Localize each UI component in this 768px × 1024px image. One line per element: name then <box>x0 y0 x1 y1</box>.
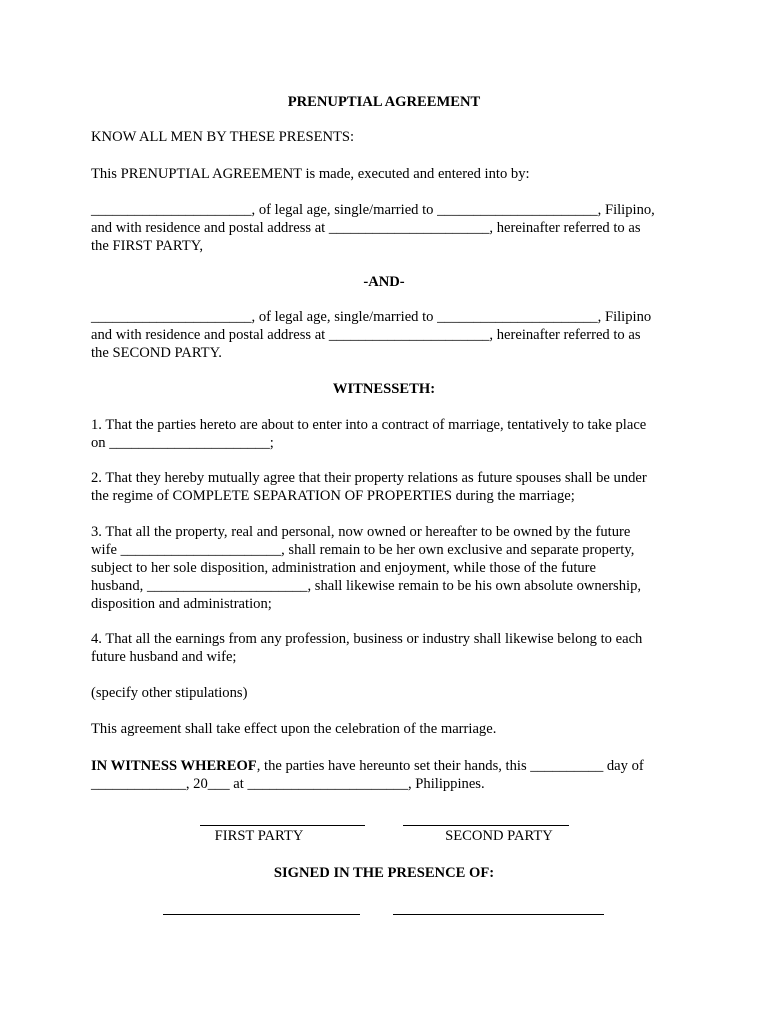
first-party-line-1: ______________________, of legal age, single/married to ______________________, Filipino, <box>91 202 655 218</box>
witnesseth-heading: WITNESSETH: <box>332 381 436 397</box>
clause-1-line-1: 1. That the parties hereto are about to enter into a contract of marriage, tentatively to take place <box>91 417 647 433</box>
witness-whereof-text: , the parties have hereunto set their hands, this __________ day of <box>256 758 644 774</box>
clause-3-line-1: 3. That all the property, real and personal, now owned or hereafter to be owned by the future <box>91 524 631 540</box>
clause-2-line-2: the regime of COMPLETE SEPARATION OF PROPERTIES during the marriage; <box>91 488 575 504</box>
opening-line: KNOW ALL MEN BY THESE PRESENTS: <box>91 129 355 145</box>
first-party-signature-line <box>200 825 365 826</box>
clause-3-line-5: disposition and administration; <box>91 596 272 612</box>
second-party-label: SECOND PARTY <box>445 828 553 844</box>
effect-clause: This agreement shall take effect upon the celebration of the marriage. <box>91 721 497 737</box>
signed-presence-heading: SIGNED IN THE PRESENCE OF: <box>273 865 495 881</box>
clause-3-line-4: husband, ______________________, shall likewise remain to be his own absolute ownership, <box>91 578 642 594</box>
clause-2-line-1: 2. That they hereby mutually agree that their property relations as future spouses shall be under <box>91 470 647 486</box>
clause-3-line-3: subject to her sole disposition, administration and enjoyment, while those of the future <box>91 560 597 576</box>
intro-line: This PRENUPTIAL AGREEMENT is made, executed and entered into by: <box>91 166 530 182</box>
clause-4-line-2: future husband and wife; <box>91 649 237 665</box>
witness-whereof-line-1 <box>91 757 644 775</box>
clause-3-line-2: wife ______________________, shall remain to be her own exclusive and separate property, <box>91 542 635 558</box>
witness-2-signature-line <box>393 914 604 915</box>
witness-1-signature-line <box>163 914 360 915</box>
other-stipulations: (specify other stipulations) <box>91 685 248 701</box>
second-party-line-3: the SECOND PARTY. <box>91 345 222 361</box>
and-separator: -AND- <box>363 274 405 290</box>
clause-4-line-1: 4. That all the earnings from any profession, business or industry shall likewise belong to each <box>91 631 643 647</box>
second-party-line-2: and with residence and postal address at ______________________, hereinafter referred to as <box>91 327 641 343</box>
first-party-line-2: and with residence and postal address at ______________________, hereinafter referred to as <box>91 220 641 236</box>
witness-whereof-emphasis: IN WITNESS WHEREOF <box>91 758 257 774</box>
document-title: PRENUPTIAL AGREEMENT <box>287 94 481 110</box>
witness-whereof-line-2: _____________, 20___ at ______________________, Philippines. <box>91 776 485 792</box>
second-party-signature-line <box>403 825 569 826</box>
clause-1-line-2: on ______________________; <box>91 435 274 451</box>
second-party-line-1: ______________________, of legal age, single/married to ______________________, Filipino <box>91 309 652 325</box>
first-party-label: FIRST PARTY <box>214 828 304 844</box>
first-party-line-3: the FIRST PARTY, <box>91 238 203 254</box>
